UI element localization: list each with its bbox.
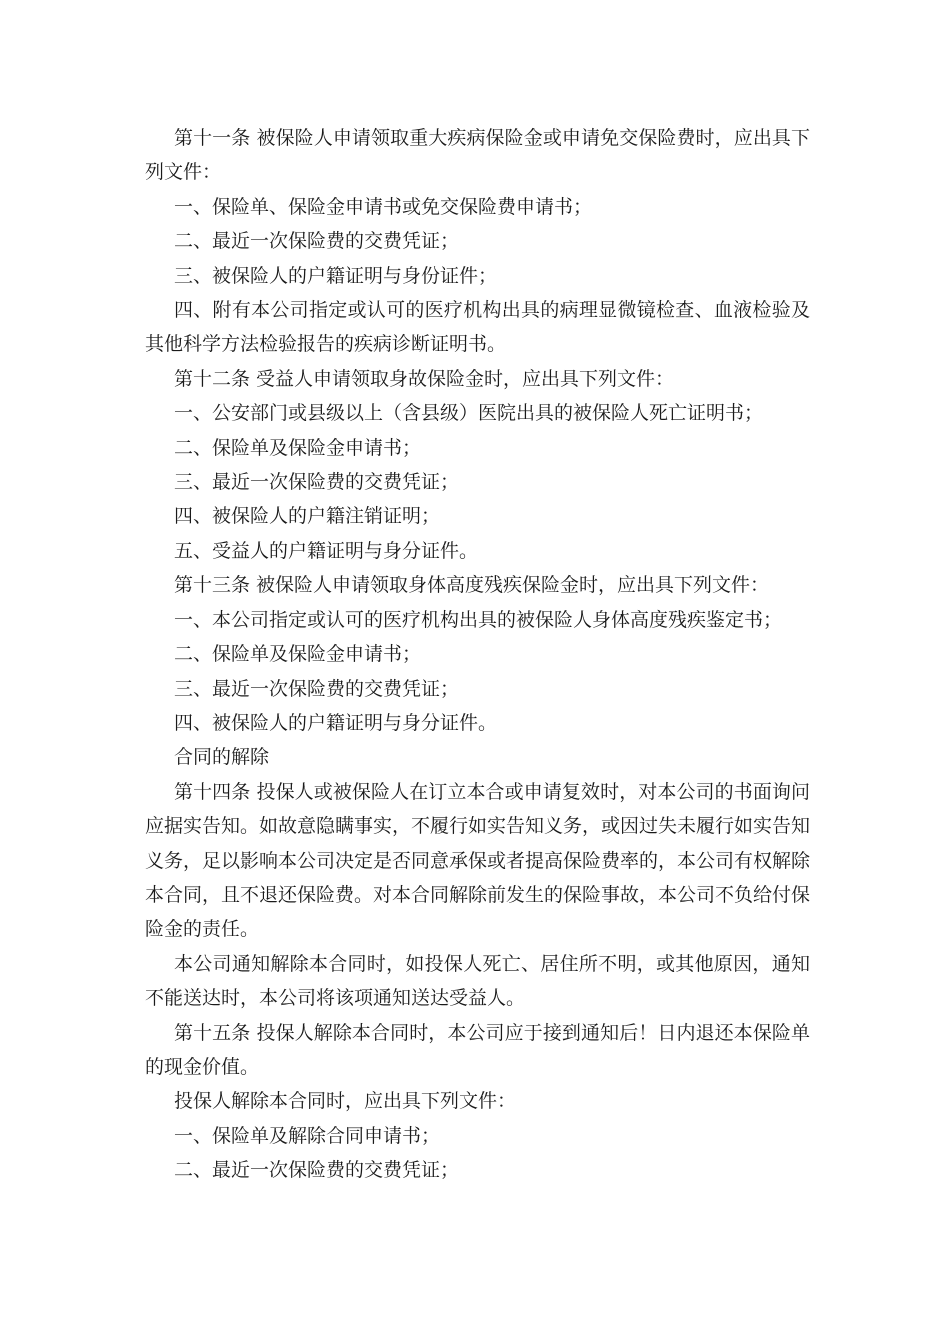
document-body <box>145 121 810 1188</box>
article-14-paragraph: 第十四条 投保人或被保险人在订立本合或申请复效时，对本公司的书面询问应据实告知。如故意隐瞒事实，不履行如实告知义务，或因过失未履行如实告知义务，足以影响本公司决定是否同意承保或者提高保险费率的，本公司有权解除本合同，且不退还保险费。对本合同解除前发生的保险事故，本公司不负给付保险金的责任。 <box>145 780 811 941</box>
list-item: 四、附有本公司指定或认可的医疗机构出具的病理显微镜检查、血液检验及其他科学方法检验报告的疾病诊断证明书。 <box>145 299 810 356</box>
list-item: 一、保险单、保险金申请书或免交保险费申请书； <box>174 195 593 218</box>
list-item: 二、最近一次保险费的交费凭证； <box>174 1159 460 1182</box>
section-heading: 合同的解除 <box>174 746 270 769</box>
article-13-heading: 第十三条 被保险人申请领取身体高度残疾保险金时，应出具下列文件： <box>174 574 770 597</box>
list-item: 一、公安部门或县级以上（含县级）医院出具的被保险人死亡证明书； <box>174 402 764 425</box>
list-item: 二、保险单及保险金申请书； <box>174 436 422 459</box>
article-15-paragraph: 第十五条 投保人解除本合同时，本公司应于接到通知后！日内退还本保险单的现金价值。 <box>145 1021 810 1078</box>
list-item: 三、最近一次保险费的交费凭证； <box>174 471 460 494</box>
list-item: 四、被保险人的户籍证明与身分证件。 <box>174 711 498 734</box>
article-11-heading: 第十一条 被保险人申请领取重大疾病保险金或申请免交保险费时，应出具下列文件： <box>145 127 810 184</box>
list-item: 一、保险单及解除合同申请书； <box>174 1124 441 1147</box>
body-paragraph: 本公司通知解除本合同时，如投保人死亡、居住所不明，或其他原因，通知不能送达时，本公司将该项通知送达受益人。 <box>145 952 810 1010</box>
list-item: 三、被保险人的户籍证明与身份证件； <box>174 264 498 287</box>
list-item: 二、最近一次保险费的交费凭证； <box>174 230 460 253</box>
list-item: 一、本公司指定或认可的医疗机构出具的被保险人身体高度残疾鉴定书； <box>174 608 783 631</box>
body-paragraph: 投保人解除本合同时，应出具下列文件： <box>174 1090 517 1113</box>
article-12-heading: 第十二条 受益人申请领取身故保险金时，应出具下列文件： <box>174 367 675 390</box>
list-item: 五、受益人的户籍证明与身分证件。 <box>174 539 479 562</box>
list-item: 三、最近一次保险费的交费凭证； <box>174 677 460 700</box>
list-item: 二、保险单及保险金申请书； <box>174 643 422 666</box>
list-item: 四、被保险人的户籍注销证明； <box>174 505 441 528</box>
